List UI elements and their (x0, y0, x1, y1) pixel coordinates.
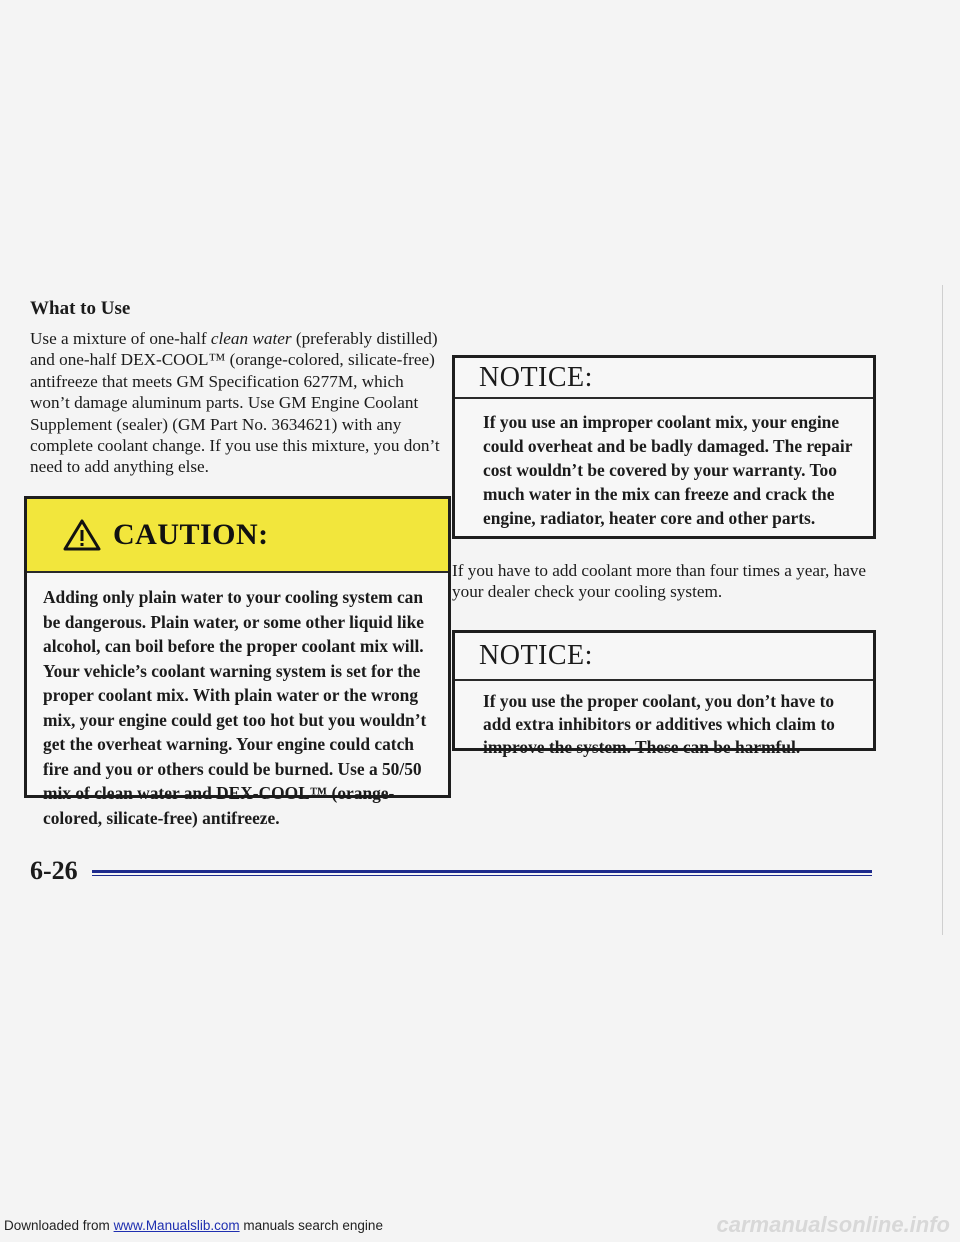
caution-header (27, 499, 448, 573)
notice-header (455, 633, 873, 681)
caution-body: Adding only plain water to your cooling system can be dangerous. Plain water, or some other liquid like alcohol, can boil before the proper coolant mix will. Your vehicle’s coolant warning system is set for the proper coolant mix. With plain water or the wrong mix, your engine could get too hot but you wouldn’t get the overheat warning. Your engine could catch fire and you or others could be burned. Use a 50/50 mix of clean water and DEX-COOL™ (orange-colored, silicate-free) antifreeze. (43, 587, 427, 828)
notice-body: If you use an improper coolant mix, your engine could overheat and be badly damaged. The repair cost wouldn’t be covered by your warranty. Too much water in the mix can freeze and crack the engine, radiator, heater core and other parts. (483, 412, 853, 528)
download-footer (4, 1218, 383, 1233)
footer-prefix: Downloaded from (4, 1218, 114, 1233)
warning-triangle-icon (63, 519, 101, 551)
manualslib-link[interactable]: www.Manualslib.com (113, 1218, 240, 1233)
caution-title: CAUTION: (113, 518, 269, 551)
watermark: carmanualsonline.info (716, 1212, 950, 1237)
section-heading: What to Use (30, 298, 131, 319)
page-number: 6-26 (30, 856, 78, 885)
page-rule-thin (92, 875, 872, 876)
notice-box-coolant-mix (452, 355, 876, 539)
caution-box (24, 496, 451, 828)
intro-paragraph (30, 328, 440, 478)
intro-text-start: Use a mixture of one-half (30, 329, 211, 348)
notice-title: NOTICE: (479, 640, 593, 671)
notice-box-additives (452, 630, 876, 757)
page-rule (92, 870, 872, 873)
notice-body: If you use the proper coolant, you don’t have to add extra inhibitors or additives which claim to improve the system. These can be harmful. (483, 691, 835, 757)
coolant-frequency-text: If you have to add coolant more than four times a year, have your dealer check your cooling system. (452, 561, 867, 601)
intro-emphasis: clean water (210, 329, 292, 348)
page-edge-rule (942, 285, 943, 935)
footer-suffix: manuals search engine (239, 1218, 383, 1233)
intro-text-end: (preferably distilled) and one-half DEX-COOL™ (orange-colored, silicate-free) antifreeze that meets GM Specification 6277M, which won’t damage aluminum parts. Use GM Engine Coolant Supplement (sealer) (GM Part No. 3634621) with any complete coolant change. If you use this mixture, you don’t need to add anything else. (30, 329, 440, 477)
notice-header (455, 358, 873, 399)
notice-title: NOTICE: (479, 361, 593, 393)
